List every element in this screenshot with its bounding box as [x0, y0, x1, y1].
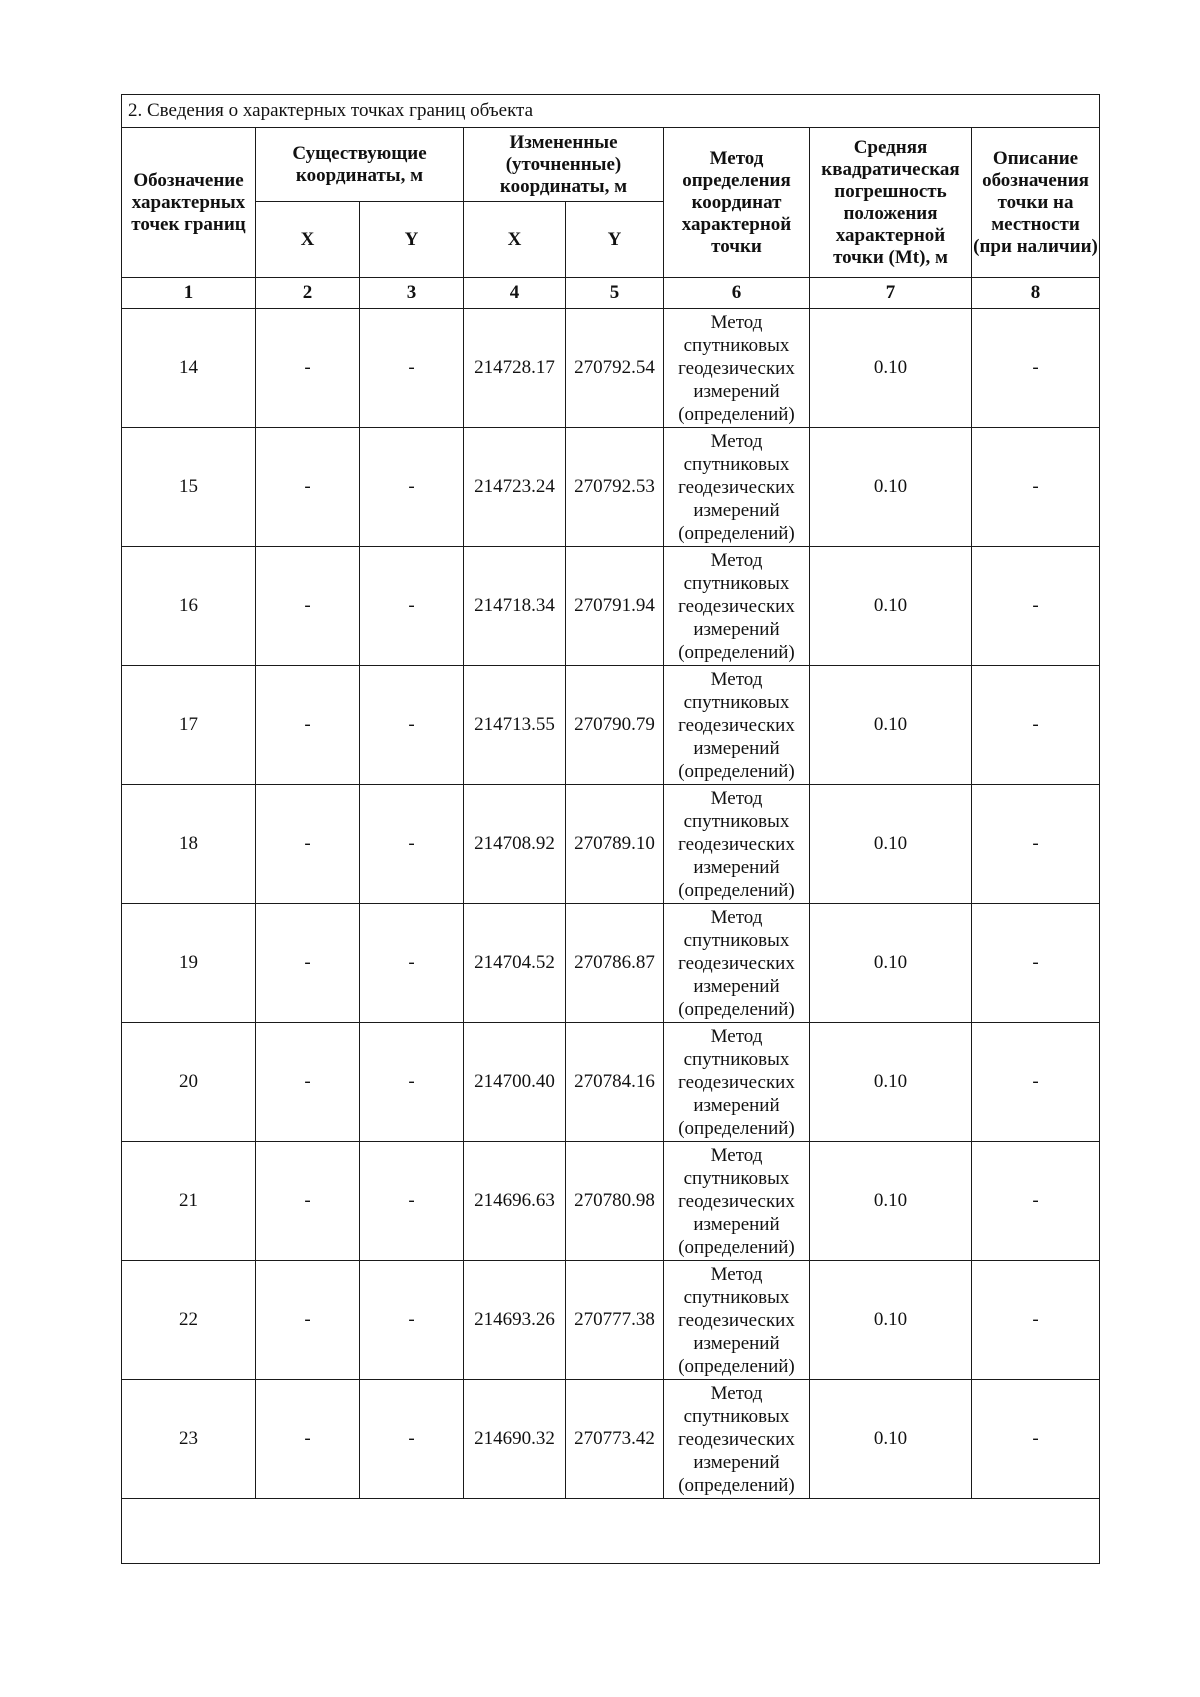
column-number: 6: [664, 278, 810, 309]
column-number: 7: [810, 278, 972, 309]
error-cell: 0.10: [810, 1261, 972, 1380]
table-row: [122, 1023, 1100, 1142]
table-row: [122, 1142, 1100, 1261]
point-id-cell: 17: [122, 666, 256, 785]
table-row: [122, 785, 1100, 904]
method-cell: Метод спутниковых геодезических измерений (определений): [664, 785, 810, 904]
table-row: [122, 309, 1100, 428]
header-point-designation: Обозначение характерных точек границ: [122, 128, 256, 278]
error-cell: 0.10: [810, 666, 972, 785]
header-changed-x: X: [464, 202, 566, 278]
table-row: [122, 547, 1100, 666]
changed-y-cell: 270791.94: [566, 547, 664, 666]
description-cell: -: [972, 309, 1100, 428]
error-cell: 0.10: [810, 904, 972, 1023]
changed-y-cell: 270792.54: [566, 309, 664, 428]
existing-y-cell: -: [360, 1023, 464, 1142]
existing-y-cell: -: [360, 1261, 464, 1380]
point-id-cell: 18: [122, 785, 256, 904]
table-body: [122, 309, 1100, 1499]
table-row: [122, 1380, 1100, 1499]
error-cell: 0.10: [810, 1142, 972, 1261]
existing-y-cell: -: [360, 785, 464, 904]
existing-x-cell: -: [256, 1380, 360, 1499]
method-cell: Метод спутниковых геодезических измерений (определений): [664, 666, 810, 785]
changed-x-cell: 214713.55: [464, 666, 566, 785]
changed-y-cell: 270792.53: [566, 428, 664, 547]
table-row: [122, 666, 1100, 785]
point-id-cell: 15: [122, 428, 256, 547]
existing-x-cell: -: [256, 1261, 360, 1380]
changed-y-cell: 270784.16: [566, 1023, 664, 1142]
description-cell: -: [972, 1380, 1100, 1499]
existing-y-cell: -: [360, 309, 464, 428]
existing-x-cell: -: [256, 1023, 360, 1142]
existing-x-cell: -: [256, 547, 360, 666]
existing-x-cell: -: [256, 904, 360, 1023]
description-cell: -: [972, 785, 1100, 904]
description-cell: -: [972, 904, 1100, 1023]
error-cell: 0.10: [810, 785, 972, 904]
existing-x-cell: -: [256, 428, 360, 547]
description-cell: -: [972, 666, 1100, 785]
boundary-points-sheet: [121, 94, 1099, 1564]
point-id-cell: 22: [122, 1261, 256, 1380]
changed-x-cell: 214690.32: [464, 1380, 566, 1499]
method-cell: Метод спутниковых геодезических измерений (определений): [664, 547, 810, 666]
point-id-cell: 20: [122, 1023, 256, 1142]
existing-y-cell: -: [360, 547, 464, 666]
method-cell: Метод спутниковых геодезических измерений (определений): [664, 1380, 810, 1499]
column-number: 1: [122, 278, 256, 309]
boundary-points-table: [121, 94, 1100, 1564]
method-cell: Метод спутниковых геодезических измерений (определений): [664, 1261, 810, 1380]
changed-x-cell: 214693.26: [464, 1261, 566, 1380]
method-cell: Метод спутниковых геодезических измерений (определений): [664, 428, 810, 547]
changed-x-cell: 214718.34: [464, 547, 566, 666]
header-changed-coords: Измененные (уточненные) координаты, м: [464, 128, 664, 202]
existing-y-cell: -: [360, 666, 464, 785]
point-id-cell: 16: [122, 547, 256, 666]
existing-y-cell: -: [360, 904, 464, 1023]
description-cell: -: [972, 428, 1100, 547]
changed-y-cell: 270786.87: [566, 904, 664, 1023]
error-cell: 0.10: [810, 309, 972, 428]
changed-y-cell: 270790.79: [566, 666, 664, 785]
description-cell: -: [972, 1023, 1100, 1142]
section-title: 2. Сведения о характерных точках границ объекта: [122, 95, 1100, 128]
changed-y-cell: 270789.10: [566, 785, 664, 904]
changed-x-cell: 214723.24: [464, 428, 566, 547]
header-changed-y: Y: [566, 202, 664, 278]
table-footer-empty: [122, 1499, 1100, 1564]
description-cell: -: [972, 1261, 1100, 1380]
point-id-cell: 23: [122, 1380, 256, 1499]
column-number: 8: [972, 278, 1100, 309]
existing-x-cell: -: [256, 785, 360, 904]
error-cell: 0.10: [810, 547, 972, 666]
column-number: 3: [360, 278, 464, 309]
column-number: 5: [566, 278, 664, 309]
existing-y-cell: -: [360, 1142, 464, 1261]
point-id-cell: 21: [122, 1142, 256, 1261]
error-cell: 0.10: [810, 428, 972, 547]
existing-x-cell: -: [256, 1142, 360, 1261]
existing-x-cell: -: [256, 309, 360, 428]
point-id-cell: 19: [122, 904, 256, 1023]
header-existing-y: Y: [360, 202, 464, 278]
error-cell: 0.10: [810, 1023, 972, 1142]
changed-x-cell: 214696.63: [464, 1142, 566, 1261]
header-existing-x: X: [256, 202, 360, 278]
changed-x-cell: 214728.17: [464, 309, 566, 428]
error-cell: 0.10: [810, 1380, 972, 1499]
header-error: Средняя квадратическая погрешность положения характерной точки (Mt), м: [810, 128, 972, 278]
changed-y-cell: 270773.42: [566, 1380, 664, 1499]
method-cell: Метод спутниковых геодезических измерений (определений): [664, 309, 810, 428]
changed-x-cell: 214704.52: [464, 904, 566, 1023]
changed-y-cell: 270777.38: [566, 1261, 664, 1380]
existing-y-cell: -: [360, 1380, 464, 1499]
description-cell: -: [972, 547, 1100, 666]
table-row: [122, 904, 1100, 1023]
description-cell: -: [972, 1142, 1100, 1261]
changed-x-cell: 214700.40: [464, 1023, 566, 1142]
existing-y-cell: -: [360, 428, 464, 547]
column-number: 2: [256, 278, 360, 309]
header-method: Метод определения координат характерной точки: [664, 128, 810, 278]
point-id-cell: 14: [122, 309, 256, 428]
method-cell: Метод спутниковых геодезических измерений (определений): [664, 904, 810, 1023]
table-row: [122, 428, 1100, 547]
header-description: Описание обозначения точки на местности (при наличии): [972, 128, 1100, 278]
existing-x-cell: -: [256, 666, 360, 785]
header-existing-coords: Существующие координаты, м: [256, 128, 464, 202]
table-row: [122, 1261, 1100, 1380]
method-cell: Метод спутниковых геодезических измерений (определений): [664, 1142, 810, 1261]
column-number: 4: [464, 278, 566, 309]
method-cell: Метод спутниковых геодезических измерений (определений): [664, 1023, 810, 1142]
changed-y-cell: 270780.98: [566, 1142, 664, 1261]
changed-x-cell: 214708.92: [464, 785, 566, 904]
